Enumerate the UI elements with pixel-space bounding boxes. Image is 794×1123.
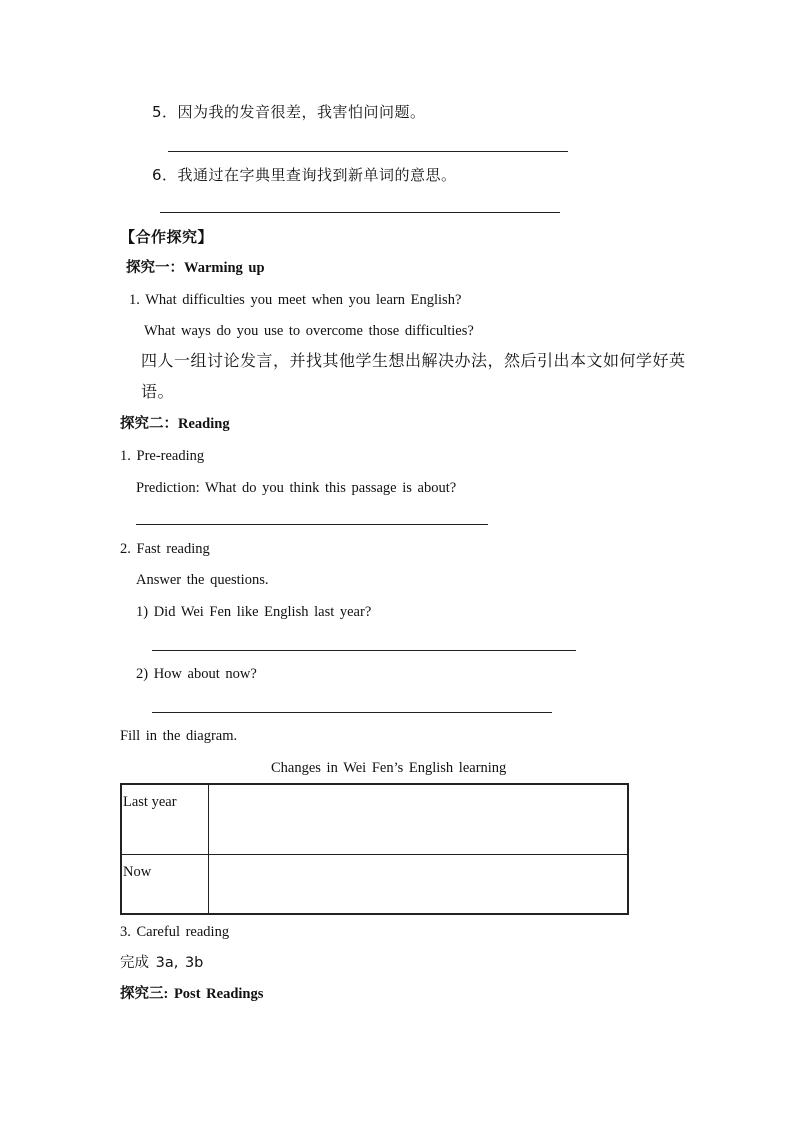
- answer-line-5[interactable]: [168, 151, 568, 152]
- fast-question-2: 2) How about now?: [136, 666, 257, 682]
- table-row: [122, 855, 627, 913]
- row-label-now: Now: [122, 855, 209, 913]
- question-6: 6．我通过在字典里查询找到新单词的意思。: [152, 166, 457, 184]
- warmup-question-1b: What ways do you use to overcome those difficulties?: [144, 323, 474, 339]
- explore-2-title: 探究二：Reading: [120, 416, 230, 432]
- careful-reading-title: 3. Careful reading: [120, 924, 230, 940]
- warmup-question-1: 1. What difficulties you meet when you learn English?: [129, 292, 462, 308]
- row-label-last-year: Last year: [122, 785, 209, 854]
- fast-answer-line-2[interactable]: [152, 712, 552, 713]
- prediction-question: Prediction: What do you think this passage is about?: [136, 480, 457, 496]
- answer-line-6[interactable]: [160, 212, 560, 213]
- warmup-instruction-line-1: 四人一组讨论发言，并找其他学生想出解决办法，然后引出本文如何学好英: [141, 351, 686, 370]
- pre-reading-title: 1. Pre-reading: [120, 448, 205, 464]
- fill-diagram-instruction: Fill in the diagram.: [120, 728, 238, 744]
- answer-cell-last-year[interactable]: [210, 785, 627, 854]
- table-row: [122, 785, 627, 855]
- question-5: 5．因为我的发音很差，我害怕问问题。: [152, 103, 426, 121]
- prediction-answer-line[interactable]: [136, 524, 488, 525]
- fast-reading-title: 2. Fast reading: [120, 541, 210, 557]
- fast-answer-line-1[interactable]: [152, 650, 576, 651]
- changes-diagram-table: [120, 783, 629, 915]
- diagram-caption: Changes in Wei Fen’s English learning: [271, 760, 507, 776]
- warmup-instruction-line-2: 语。: [141, 382, 175, 401]
- section-cooperative-title: 【合作探究】: [120, 228, 214, 246]
- answer-cell-now[interactable]: [210, 855, 627, 913]
- explore-1-title: 探究一：Warming up: [126, 260, 265, 276]
- complete-exercises: 完成 3a, 3b: [120, 955, 204, 971]
- fast-question-1: 1) Did Wei Fen like English last year?: [136, 604, 372, 620]
- explore-3-title: 探究三: Post Readings: [120, 986, 264, 1002]
- answer-questions-instruction: Answer the questions.: [136, 572, 269, 588]
